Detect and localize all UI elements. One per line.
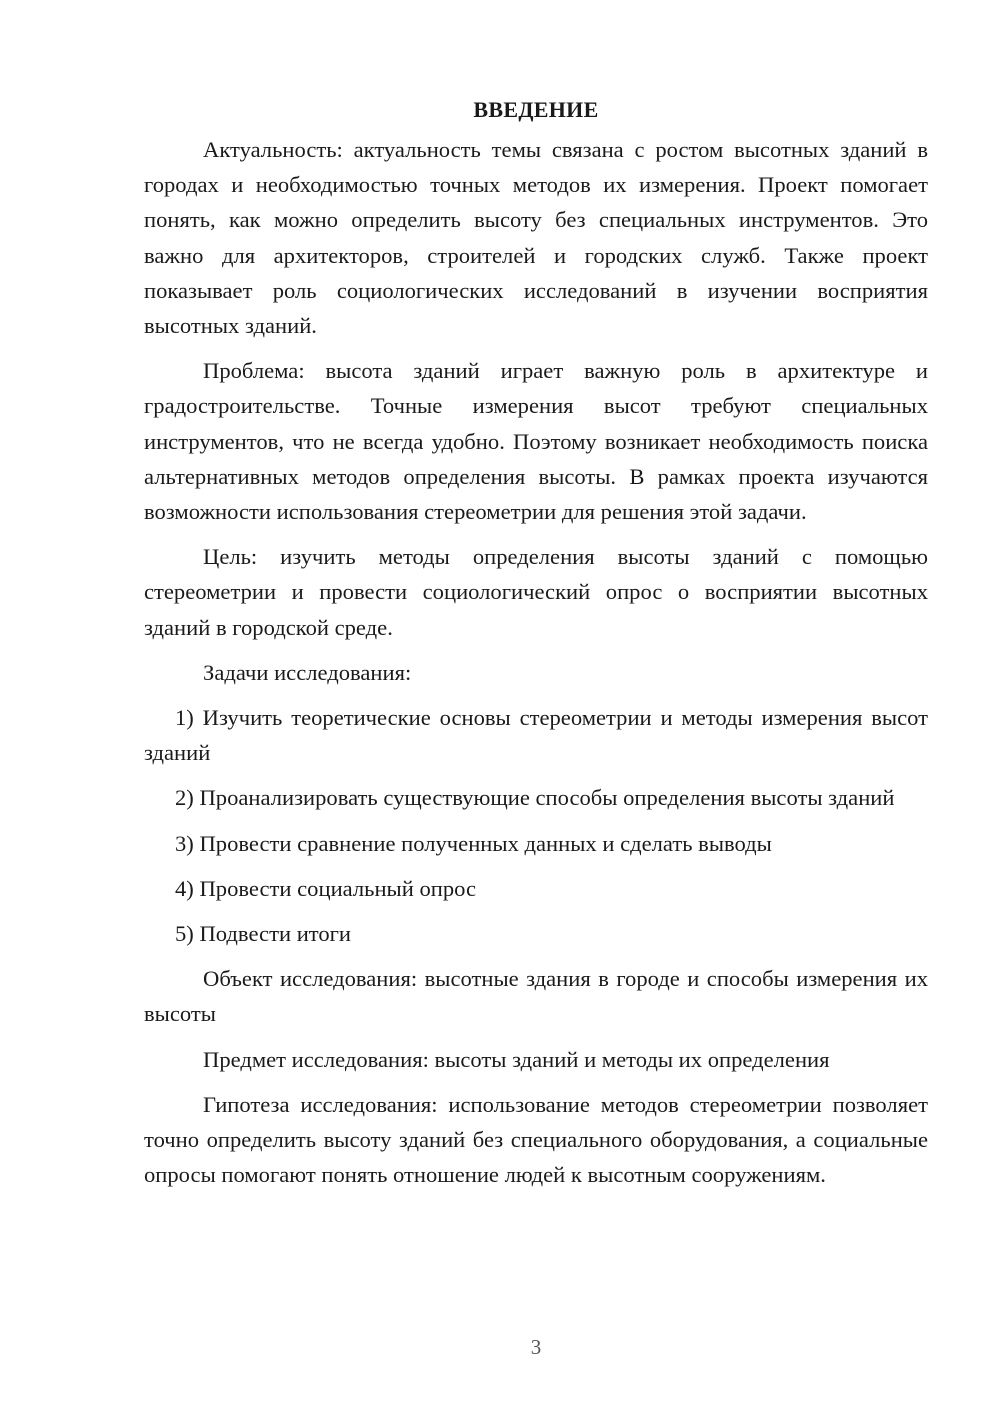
- subject-paragraph: Предмет исследования: высоты зданий и методы их определения: [203, 1046, 830, 1072]
- document-body: [144, 92, 928, 1202]
- problem-paragraph: Проблема: высота зданий играет важную роль в архитектуре и градостроительстве. Точные измерения высот требуют специальных инструментов, что не всегда удобно. Поэтому возникает необходимость поиска альтернативных методов определения высоты. В рамках проекта изучаются возможности использования стереометрии для решения этой задачи.: [144, 358, 928, 525]
- task-item-1: 1) Изучить теоретические основы стереометрии и методы измерения высот зданий: [144, 705, 928, 766]
- task-item-3: 3) Провести сравнение полученных данных и сделать выводы: [175, 830, 772, 856]
- task-item-4: 4) Провести социальный опрос: [175, 875, 477, 901]
- goal-paragraph: Цель: изучить методы определения высоты зданий с помощью стереометрии и провести социологический опрос о восприятии высотных зданий в городской среде.: [144, 544, 928, 640]
- tasks-heading: Задачи исследования:: [203, 659, 412, 685]
- page-title: ВВЕДЕНИЕ: [473, 97, 599, 122]
- task-item-5: 5) Подвести итоги: [175, 921, 352, 947]
- page-number: 3: [530, 1335, 542, 1359]
- task-item-2: 2) Проанализировать существующие способы определения высоты зданий: [175, 785, 895, 811]
- hypothesis-paragraph: Гипотеза исследования: использование методов стереометрии позволяет точно определить высоту зданий без специального оборудования, а социальные опросы помогают понять отношение людей к высотным сооружениям.: [144, 1091, 928, 1188]
- relevance-paragraph: Актуальность: актуальность темы связана с ростом высотных зданий в городах и необходимостью точных методов их измерения. Проект помогает понять, как можно определить высоту без специальных инструментов. Это важно для архитекторов, строителей и городских служб. Также проект показывает роль социологических исследований в изучении восприятия высотных зданий.: [144, 137, 928, 339]
- object-paragraph: Объект исследования: высотные здания в городе и способы измерения их высоты: [144, 966, 928, 1027]
